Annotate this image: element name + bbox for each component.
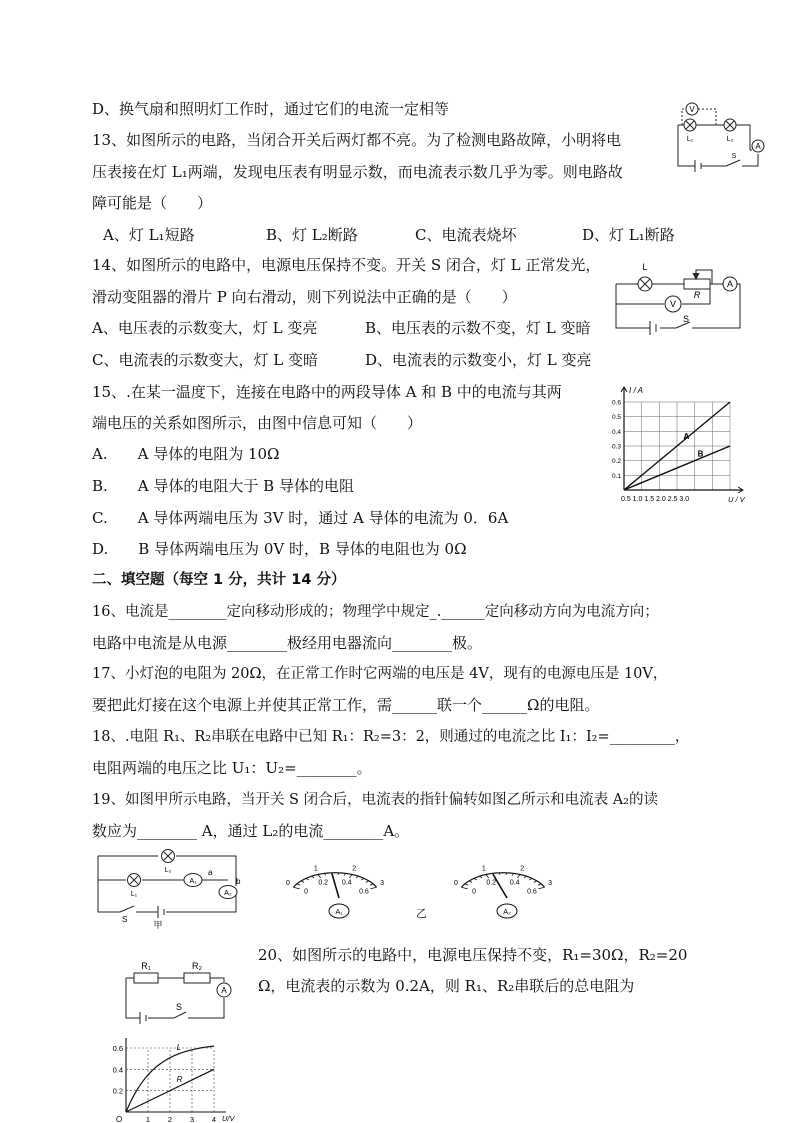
dial-label-outer: 2	[520, 865, 525, 873]
dial-meter-label: A₁	[335, 909, 343, 916]
y-tick-label: 0.2	[112, 1086, 123, 1096]
point-b-label: b	[236, 877, 241, 886]
q20-text-1: 20、如图所示的电路中，电源电压保持不变，R₁=30Ω，R₂=20	[258, 946, 688, 964]
q15-text-1: 15、.在某一温度下，连接在电路中的两段导体 A 和 B 中的电流与其两	[92, 383, 562, 401]
curve-l-label: L	[176, 1043, 182, 1053]
q13-option-a[interactable]: A、灯 L₁短路	[103, 226, 195, 244]
dial-label-inner: 0.4	[509, 879, 520, 887]
y-tick-label: 0.4	[112, 1065, 123, 1075]
a1-label: A₁	[189, 878, 197, 885]
y-tick-label: 0.5	[611, 414, 621, 422]
l2-label: L₂	[164, 867, 172, 874]
dial-label-outer: 3	[548, 879, 553, 887]
dial-arc	[461, 873, 544, 888]
series-label-A: A	[683, 432, 690, 442]
y-tick-label: 0.6	[611, 399, 621, 407]
dial-tick	[534, 881, 537, 882]
dial-tick	[469, 881, 472, 882]
dial-tick	[529, 878, 532, 880]
dial-tick	[524, 876, 526, 878]
dial-tick	[312, 876, 314, 878]
line-r-label: R	[176, 1075, 183, 1085]
lamp-l2-icon	[162, 850, 175, 863]
q17-text-1: 17、小灯泡的电阻为 20Ω，在正常工作时它两端的电压是 4V，现有的电源电压是 10V，	[92, 666, 668, 682]
q19-text-1: 19、如图甲所示电路，当开关 S 闭合后，电流表的指针偏转如图乙所示和电流表 A₂的读	[92, 792, 658, 808]
q17-text-2: 要把此灯接在这个电源上并使其正常工作，需______联一个______Ω的电阻。	[92, 696, 600, 714]
q13-text-3: 障可能是（ ）	[92, 194, 213, 212]
dial-label-outer: 1	[313, 865, 318, 873]
switch-label: S	[731, 153, 737, 160]
q14-option-d[interactable]: D、电流表的示数变小，灯 L 变亮	[365, 351, 592, 369]
x-tick-label: 3	[189, 1115, 195, 1123]
q16-text-2: 电路中电流是从电源________极经用电器流向________极。	[92, 634, 483, 652]
lamp-label: L	[642, 262, 648, 272]
q20-iu-graph	[104, 1032, 254, 1122]
dial-meter-label: A₂	[503, 909, 511, 916]
switch-label: S	[175, 1002, 183, 1012]
point-a-label: a	[208, 868, 213, 877]
l1-label: L₁	[686, 136, 694, 143]
q20-circuit-diagram	[118, 958, 238, 1030]
dial-needle	[332, 874, 339, 898]
q13-circuit-diagram	[668, 98, 768, 178]
dial-tick	[318, 874, 321, 878]
dial-tick	[517, 874, 520, 878]
x-axis-label: U / V	[728, 495, 745, 504]
q13-text-1: 13、如图所示的电路，当闭合开关后两灯都不亮。为了检测电路故障，小明将电	[92, 131, 622, 149]
fig-yi-caption: 乙	[416, 907, 427, 920]
dial-tick	[370, 887, 376, 889]
dial-tick	[486, 874, 489, 878]
y-tick-label: 0.2	[611, 458, 621, 466]
rheostat-label: R	[693, 290, 701, 300]
x-tick-label: 1	[145, 1115, 151, 1123]
section-2-heading: 二、填空题（每空 1 分，共计 14 分）	[92, 572, 346, 588]
y-tick-label: 0.3	[611, 443, 621, 451]
a2-label: A₂	[224, 890, 232, 897]
switch-label: S	[122, 915, 128, 924]
x-tick-label: 4	[211, 1115, 217, 1123]
q15-option-c[interactable]: C. A 导体两端电压为 3V 时，通过 A 导体的电流为 0．6A	[92, 509, 509, 527]
q13-text-2: 压表接在灯 L₁两端，发现电压表有明显示数，而电流表示数几乎为零。则电路故	[92, 163, 623, 181]
dial-label-inner: 0.2	[318, 879, 329, 887]
q18-text-2: 电阻两端的电压之比 U₁：U₂=________。	[92, 759, 372, 777]
dial-tick	[370, 884, 373, 885]
dial-label-inner: 0.6	[359, 888, 369, 896]
dial-tick	[297, 884, 300, 885]
dial-label-inner: 0	[304, 888, 308, 896]
q14-option-a[interactable]: A、电压表的示数变大，灯 L 变亮	[92, 319, 318, 337]
q14-option-c[interactable]: C、电流表的示数变大，灯 L 变暗	[92, 351, 318, 369]
x-axis-label: U/V	[222, 1114, 235, 1123]
y-tick-label: 0.6	[112, 1044, 123, 1053]
r1-label: R₁	[141, 961, 151, 971]
q15-iu-chart	[604, 384, 754, 504]
q15-option-a[interactable]: A. A 导体的电阻为 10Ω	[92, 445, 280, 463]
ammeter-a2-dial	[434, 850, 572, 922]
x-tick-label: 2	[167, 1115, 173, 1123]
dial-label-inner: 0.2	[486, 879, 497, 887]
dial-tick	[461, 887, 467, 889]
dial-tick	[366, 881, 369, 882]
dial-label-outer: 3	[380, 879, 385, 887]
q15-option-d[interactable]: D. B 导体两端电压为 0V 时，B 导体的电阻也为 0Ω	[92, 540, 467, 558]
ammeter-label: A	[726, 279, 734, 289]
dial-label-outer: 0	[285, 879, 290, 887]
dial-label-outer: 0	[453, 879, 458, 887]
q14-text-2: 滑动变阻器的滑片 P 向右滑动，则下列说法中正确的是（ ）	[92, 288, 517, 306]
dial-label-outer: 2	[352, 865, 357, 873]
dial-tick	[474, 878, 477, 880]
dial-tick	[356, 876, 358, 878]
q15-text-2: 端电压的关系如图所示，由图中信息可知（ ）	[92, 414, 423, 432]
q14-option-b[interactable]: B、电压表的示数不变，灯 L 变暗	[365, 319, 591, 337]
q14-text-1: 14、如图所示的电路中，电源电压保持不变。开关 S 闭合，灯 L 正常发光，	[92, 256, 601, 274]
ammeter-label: A	[221, 986, 227, 995]
q14-circuit-diagram	[612, 258, 747, 336]
l1-label: L₁	[130, 891, 138, 898]
dial-label-outer: 1	[481, 865, 486, 873]
q20-text-2: Ω，电流表的示数为 0.2A，则 R₁、R₂串联后的总电阻为	[258, 977, 635, 995]
dial-tick	[301, 881, 304, 882]
origin-label: O	[116, 1115, 123, 1123]
switch-label: S	[682, 314, 690, 324]
q19-text-2: 数应为________ A，通过 L₂的电流________A。	[92, 822, 410, 840]
lamp-l1-icon	[684, 119, 696, 131]
y-tick-label: 0.1	[611, 472, 621, 480]
q13-option-d[interactable]: D、灯 L₁断路	[582, 226, 675, 244]
q16-text-1: 16、电流是________定向移动形成的；物理学中规定_.______定向移动方向为电流方向；	[92, 604, 659, 620]
q13-option-c[interactable]: C、电流表烧坏	[415, 226, 517, 244]
series-label-B: B	[697, 449, 704, 459]
x-tick-labels: 0.5 1.0 1.5 2.0 2.5 3.0	[621, 496, 690, 503]
dial-label-inner: 0.4	[341, 879, 352, 887]
ammeter-a1-dial	[266, 850, 404, 922]
y-tick-label: 0.4	[611, 428, 621, 436]
dial-tick	[349, 874, 352, 878]
q13-option-b[interactable]: B、灯 L₂断路	[266, 226, 358, 244]
q15-option-b[interactable]: B. A 导体的电阻大于 B 导体的电阻	[92, 477, 354, 495]
q12-option-d: D、换气扇和照明灯工作时，通过它们的电流一定相等	[92, 100, 450, 118]
voltmeter-label: V	[689, 105, 695, 114]
dial-label-inner: 0	[472, 888, 476, 896]
dial-tick	[465, 884, 468, 885]
dial-tick	[538, 887, 544, 889]
lamp-l1-icon	[128, 874, 141, 887]
dial-tick	[480, 876, 482, 878]
dial-tick	[361, 878, 364, 880]
l2-label: L₂	[726, 136, 734, 143]
q19-circuit-diagram	[96, 848, 246, 930]
ammeter-label: A	[755, 142, 761, 151]
lamp-l2-icon	[724, 119, 736, 131]
lamp-l-icon	[638, 277, 652, 291]
q18-text-1: 18、.电阻 R₁、R₂串联在电路中已知 R₁：R₂=3：2，则通过的电流之比 I₁：I₂=_________，	[92, 729, 690, 745]
dial-tick	[306, 878, 309, 880]
voltmeter-label: V	[669, 299, 677, 309]
dial-label-inner: 0.6	[527, 888, 537, 896]
fig-jia-caption: 甲	[153, 920, 163, 930]
r2-label: R₂	[192, 961, 202, 971]
dial-tick	[293, 887, 299, 889]
dial-tick	[538, 884, 541, 885]
y-axis-label: I / A	[629, 386, 643, 395]
